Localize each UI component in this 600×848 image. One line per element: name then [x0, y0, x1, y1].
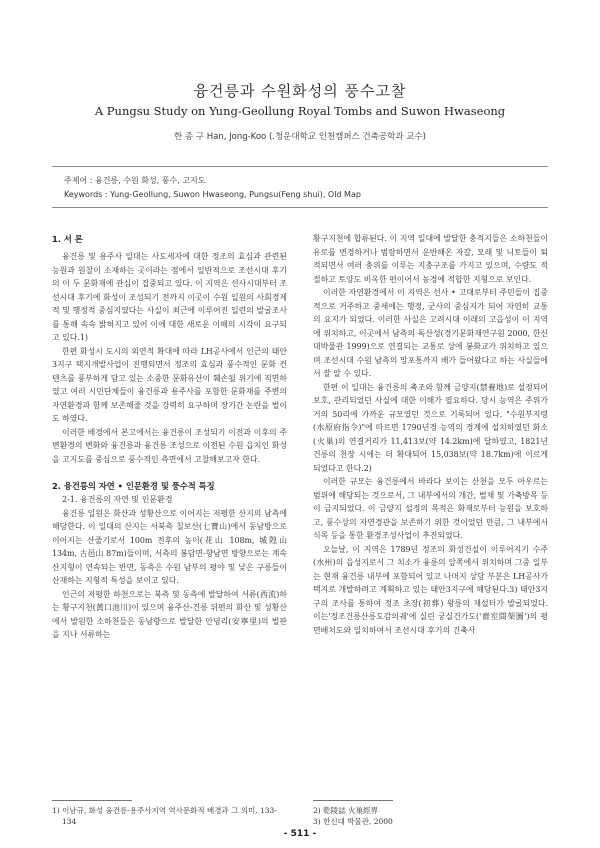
- right-paragraph-5: 오늘날, 이 지역은 1789년 정조의 화성건설이 이루어지기 수주(水州)의 읍성지로서 그 치소가 융릉의 앞쪽에서 위치하며 그중 일부는 현재 융건릉 내부에 포함되어 있고 나머지 상당 부분은 LH공사가 택지로 개발하려고 계획하고 있는 태안3지구에 해당된다.3) 태안3지구의 조사를 통하여 정조 초장(初葬) 왕릉의 재설터가 발굴되었다. 이는'정조건릉산릉도감의궤'에 실린 궁실건가도('齋室間架圖')의 평면배치도와 일치하여서 조선시대 후기의 건축사: [313, 544, 548, 635]
- footnote-2: 2) 乾陵誌 火巢經界: [313, 806, 378, 815]
- paper-title-korean: 융건릉과 수원화성의 풍수고찰: [193, 82, 407, 100]
- footnote-3: 3) 한신대 박물관, 2000: [313, 817, 393, 826]
- environment-paragraph-1: 융건릉 일원은 화산과 성황산으로 이어지는 저평한 산지의 남측에 해당한다. 이 일대의 산지는 서북측 칠보산(七寶山)에서 동남방으로 이어지는 산줄기로서 100m 전후의 높이(花山 108m, 城隍山 134m, 古邑山 87m)들이며, 서측의 봉담면-향남면 방향으로는 계속 산지형이 연속되는 반면, 동측은 수원 남부의 평야 및 낮은 구릉들이 산재하는 지형적 특성을 보이고 있다.: [52, 508, 287, 585]
- section-1-heading: 1. 서 론: [52, 234, 83, 244]
- right-paragraph-2: 이러한 자연환경에서 이 지역은 선사 • 고대로부터 주민들이 집중적으로 거주하고 중세에는 행정, 군사의 중심지가 되어 자연히 교통의 요지가 되었다. 이러한 사실은 고려시대 이래의 고읍성이 이 지역에 위치하고, 이곳에서 남측의 독산성(경기문화재연구원 2000, 한신대박물관 1999)으로 연결되는 교통로 상에 봉화교가 위치하고 있으며 조선시대 수원 남측의 망포통까지 배가 들어왔다고 하는 사실들에서 잘 알 수 있다.: [313, 288, 548, 378]
- footnotes-right: [313, 805, 548, 827]
- intro-paragraph-2: 한편 화성시 도시의 외연적 확대에 따라 LH공사에서 인근의 태안 3지구 택지개발사업이 진행되면서 정조의 효심과 풍수적인 문화 컨텐츠를 풍부하게 담고 있는 소중한 문화유산이 훼손될 위기에 직면하였고 여러 시민단체들이 융건릉과 용주사를 포함한 문화재를 주변의 자연환경과 함께 보존해줄 것을 강력히 요구하며 장기간 논란을 벌이도 하였다.: [52, 346, 287, 423]
- left-column: [52, 232, 287, 642]
- page-number: - 511 -: [283, 829, 317, 839]
- footnote-rule-left: [52, 800, 132, 801]
- section-2-1-heading: 2-1. 융건릉의 자연 및 인문환경: [62, 495, 173, 504]
- footnote-1: 1) 이남규, 화성 융건릉-용주사지역 역사문화적 배경과 그 의미, 133-134: [52, 806, 277, 826]
- footnote-rule-right: [313, 800, 393, 801]
- author-line: 한 종 구 Han, Jong-Koo (.청운대학교 인천캠퍼스 건축공학과 교수): [174, 132, 426, 142]
- paper-title-english: A Pungsu Study on Yung-Geollung Royal Tombs and Suwon Hwaseong: [94, 104, 506, 118]
- intro-paragraph-1: 융건릉 및 용주사 일대는 사도세자에 대한 정조의 효심과 관련된 능원과 원찰이 소재하는 곳이라는 점에서 일반적으로 조선시대 후기의 이 두 문화재에 관심이 집중되고 있다. 이 지역은 선사시대부터 조선시대 후기에 화성이 조성되기 전까지 이곳이 수원 일원의 사회경제적 및 행정적 중심지였다는 사실이 최근에 이루어진 일련의 발굴조사를 통해 속속 밝혀지고 있어 이에 대한 새로운 이해의 시각이 요구되고 있다.1): [52, 252, 287, 342]
- keywords-english: Keywords : Yung-Geollung, Suwon Hwaseong, Pungsu(Feng shui), Old Map: [64, 190, 361, 199]
- footnotes-left: [52, 805, 287, 827]
- section-2-heading: 2. 융건릉의 자연 • 인문환경 및 풍수적 특징: [52, 481, 215, 491]
- keywords-korean: 주제어 : 융건릉, 수원 화성, 풍수, 고지도: [64, 176, 206, 185]
- intro-paragraph-3: 이러한 배경에서 본고에서는 융건릉이 조성되기 이전과 이후의 주변환경의 변화와 융건릉과 융건릉 조성으로 이전된 수원 읍치인 화성을 고지도를 중심으로 풍수적인 측면에서 고찰해보고자 한다.: [52, 427, 287, 464]
- right-paragraph-4: 이러한 규모는 융건릉에서 바라다 보이는 산천을 모두 아우르는 범위에 해당되는 것으로서, 그 내부에서의 개간, 벌채 및 가축방목 등이 금지되었다. 이 금양지 설정의 목적은 화재로부터 능원을 보호하고, 풍수상의 자연경관을 보존하기 위한 것이었던 만큼, 그 내부에서 식목 등을 통한 환경조성사업이 추진되었다.: [313, 477, 548, 540]
- right-column: [313, 232, 548, 637]
- environment-paragraph-2: 인근의 저평한 하천으로는 북측 및 동측에 발달하여 서류(西流)하는 황구지천(黃口池川)이 있으며 융주산-건릉 뒤편의 화산 및 성황산에서 발원한 소하천들은 동남향으로 발달한 안녕리(安寧里)의 벌판을 지나 서류하는: [52, 589, 287, 639]
- keywords-box: [52, 166, 548, 208]
- right-paragraph-3: 한편 이 일대는 융건릉의 축조와 함께 금양지(禁養地)로 설정되어 보호, 관리되었던 사실에 대한 이해가 필요하다. 당시 능역은 주위가 거의 50리에 가까운 규모였던 것으로 기록되어 있다. "수원부지령(水原府指令)"에 따르면 1790년경 능역의 경계에 설치하였던 화소(火巢)의 연결거리가 11,413보(약 14.2km)에 달하였고, 1821년 건릉의 천장 시에는 더 확대되어 15,038보(약 18.7km)에 이르게 되었다고 한다.2): [313, 382, 548, 473]
- right-paragraph-1: 황구지천에 합류된다. 이 지역 일대에 발달한 충적지들은 소하천들이 유로를 변경하거나 범람하면서 운반해온 자갈, 모래 및 니토들이 퇴적되면서 여러 충위를 이루는 지충구조를 가지고 있으며, 수량도 적절하고 토양도 비옥한 편이어서 농경에 적합한 지형으로 보인다.: [313, 234, 548, 284]
